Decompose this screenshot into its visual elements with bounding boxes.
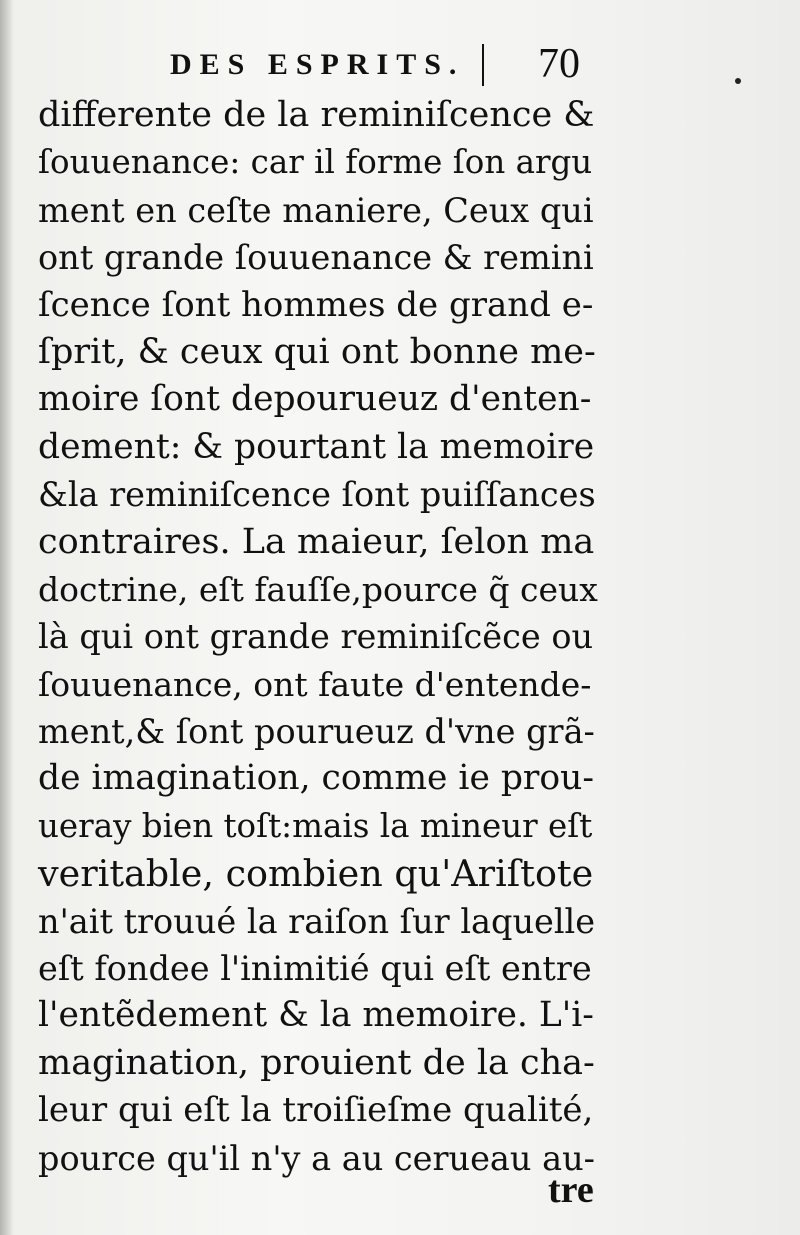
text-line: &la reminiſcence ſont puiſſances [38, 475, 596, 515]
page-header [0, 40, 800, 100]
running-head: DES ESPRITS. [170, 48, 465, 81]
text-line: ſouuenance, ont faute d'entende- [38, 664, 592, 704]
text-line: eſt fondee l'inimitié qui eſt entre [38, 949, 592, 989]
text-line: contraires. La maieur, ſelon ma [38, 521, 595, 562]
text-line: ment,& ſont pourueuz d'vne grã- [38, 712, 595, 752]
text-line: de imagination, comme ie prou- [38, 758, 595, 799]
catchword: tre [548, 1169, 594, 1211]
text-line: dement: & pourtant la memoire [38, 426, 595, 467]
text-line: pource qu'il n'y a au cerueau au- [38, 1138, 595, 1178]
text-line: moire ſont depourueuz d'enten- [38, 379, 592, 420]
text-line: ueray bien toſt:mais la mineur eſt [38, 806, 593, 845]
page-edge-shadow [0, 0, 14, 1235]
text-line: là qui ont grande reminiſcẽce ou [38, 617, 594, 657]
text-line: doctrine, eſt fauſſe,pource q̃ ceux [38, 569, 598, 609]
ink-speck [735, 78, 741, 84]
text-line: l'entẽdement & la memoire. L'i- [38, 995, 594, 1036]
text-line: ſprit, & ceux qui ont bonne me- [38, 331, 596, 372]
header-rule [482, 44, 484, 86]
text-line: magination, prouient de la cha- [38, 1042, 595, 1083]
text-line: ment en ceſte maniere, Ceux qui [38, 190, 594, 230]
text-line: ont grande ſouuenance & remini [38, 238, 594, 278]
page-number: 70 [538, 41, 580, 87]
text-line: differente de la reminiſcence & [38, 95, 595, 135]
text-line: leur qui eſt la troiſieſme qualité, [38, 1090, 594, 1131]
text-line: n'ait trouué la raiſon ſur laquelle [38, 901, 596, 941]
text-line: ſouuenance: car il forme ſon argu [38, 143, 593, 182]
text-line: veritable, combien qu'Ariſtote [38, 852, 594, 896]
text-line: ſcence ſont hommes de grand e- [38, 284, 594, 325]
body-text [38, 92, 598, 1182]
